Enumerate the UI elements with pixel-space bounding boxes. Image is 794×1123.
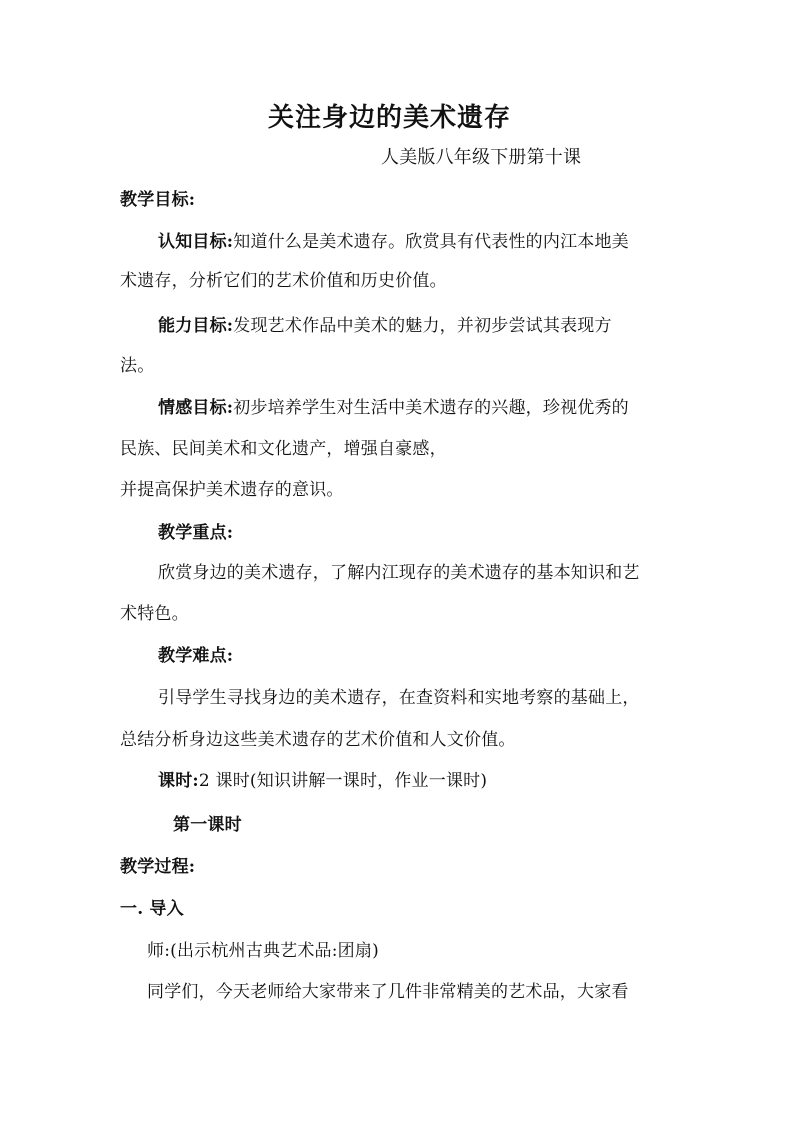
document-subtitle: 人美版八年级下册第十课 [381, 147, 582, 168]
cognitive-goal-label: 认知目标: [158, 232, 234, 252]
cognitive-goal-text: 知道什么是美术遗存。欣赏具有代表性的内江本地美 [233, 232, 629, 252]
cognitive-goal-line-1 [158, 231, 629, 253]
lesson-one-heading: 第一课时 [173, 815, 242, 835]
difficulty-line-1: 引导学生寻找身边的美术遗存，在查资料和实地考察的基础上， [158, 688, 640, 708]
ability-goal-text: 发现艺术作品中美术的魅力，并初步尝试其表现方 [233, 316, 612, 336]
teacher-line: 师:(出示杭州古典艺术品:团扇) [147, 941, 379, 961]
class-hours-label: 课时: [158, 771, 199, 791]
key-point-line-1: 欣赏身边的美术遗存，了解内江现存的美术遗存的基本知识和艺 [158, 563, 640, 583]
cognitive-goal-line-2: 术遗存，分析它们的艺术价值和历史价值。 [120, 271, 447, 291]
key-point-line-2: 术特色。 [120, 604, 189, 624]
ability-goal-line-2: 法。 [120, 356, 155, 376]
ability-goal-line-1 [158, 315, 612, 337]
ability-goal-label: 能力目标: [158, 316, 234, 336]
difficulty-line-2: 总结分析身边这些美术遗存的艺术价值和人文价值。 [120, 730, 516, 750]
teaching-process-heading: 教学过程: [120, 857, 196, 877]
class-hours-line [158, 770, 487, 792]
difficulty-heading: 教学难点: [158, 646, 234, 666]
emotion-goal-line-3: 并提高保护美术遗存的意识。 [120, 480, 344, 500]
key-point-heading: 教学重点: [158, 523, 234, 543]
classmates-line: 同学们，今天老师给大家带来了几件非常精美的艺术品，大家看 [147, 982, 629, 1002]
class-hours-text: 2 课时(知识讲解一课时，作业一课时) [198, 771, 488, 791]
document-title: 关注身边的美术遗存 [268, 103, 512, 133]
section-teaching-goals: 教学目标: [120, 190, 196, 210]
intro-heading: 一. 导入 [120, 899, 184, 919]
emotion-goal-line-2: 民族、民间美术和文化遗产，增强自豪感， [120, 439, 447, 459]
emotion-goal-label: 情感目标: [158, 398, 234, 418]
emotion-goal-line-1 [158, 397, 629, 419]
emotion-goal-text: 初步培养学生对生活中美术遗存的兴趣，珍视优秀的 [233, 398, 629, 418]
